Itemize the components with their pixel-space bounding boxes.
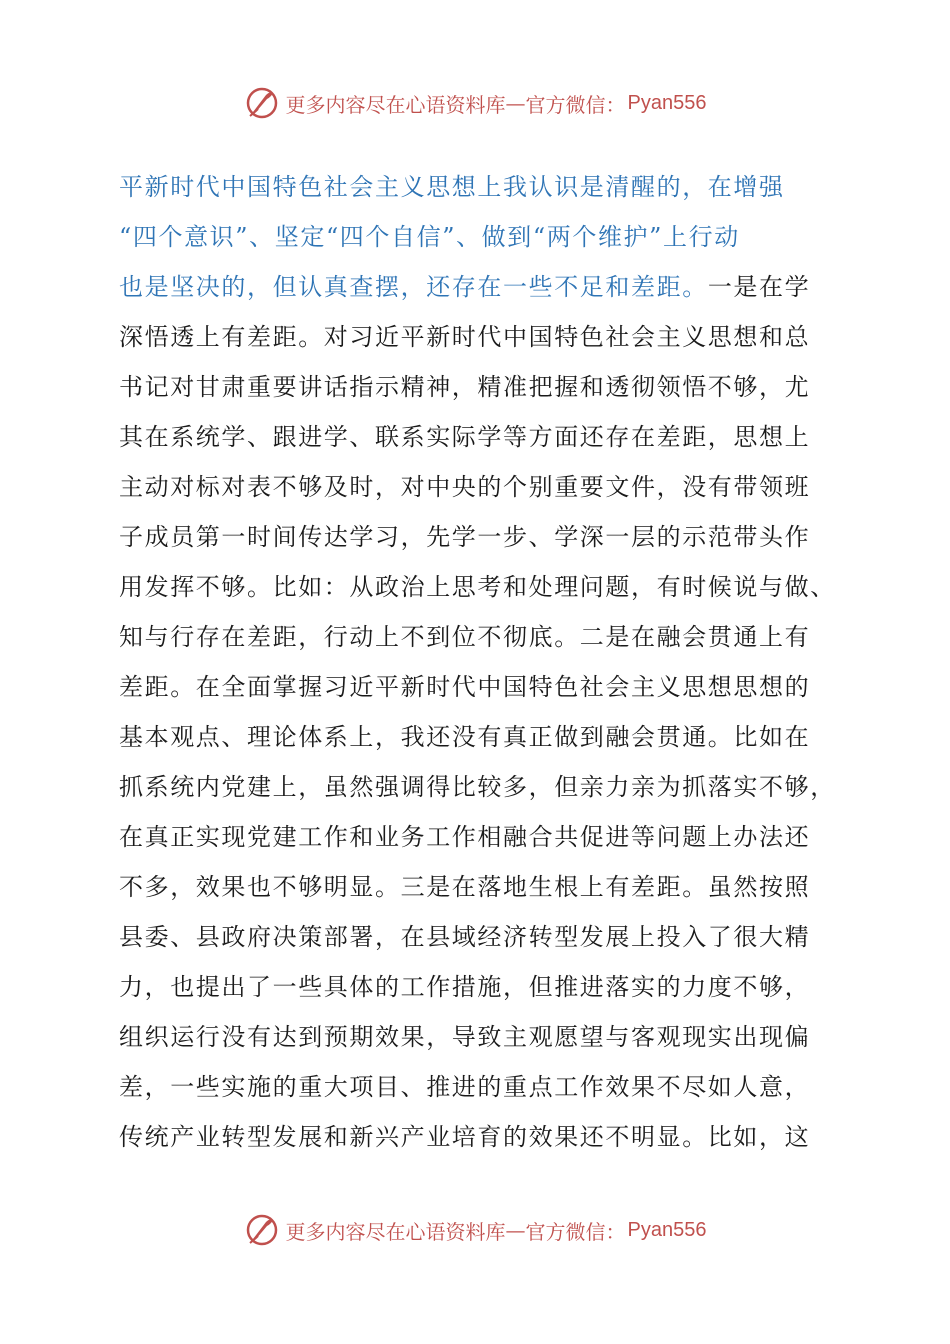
body-text-run: 差，一些实施的重大项目、推进的重点工作效果不尽如人意，: [119, 1073, 811, 1101]
text-line: [119, 362, 835, 412]
body-text-run: 力，也提出了一些具体的工作措施，但推进落实的力度不够，: [119, 973, 811, 1001]
highlighted-text: 平新时代中国特色社会主义思想上我认识是清醒的，在增强: [119, 173, 785, 201]
body-text-run: 知与行存在差距，行动上不到位不彻底。二是在融会贯通上有: [119, 623, 811, 651]
text-line: [119, 262, 835, 312]
text-line: [119, 412, 835, 462]
text-line: [119, 712, 835, 762]
watermark-sub-text: 官方微信：: [525, 1219, 626, 1244]
text-line: [119, 862, 835, 912]
quill-logo-icon: [244, 1212, 280, 1248]
body-text-run: 一是在学: [707, 273, 811, 301]
text-line: [119, 962, 835, 1012]
quill-logo-icon: [244, 85, 280, 121]
watermark-wechat-id: Pyan556: [627, 91, 707, 114]
text-line: [119, 762, 835, 812]
watermark-dash: —: [505, 1218, 526, 1242]
watermark-main-text: 更多内容尽在心语资料库: [285, 1219, 506, 1244]
body-text-run: 书记对甘肃重要讲话指示精神，精准把握和透彻领悟不够，尤: [119, 373, 811, 401]
text-line: [119, 612, 835, 662]
body-text-run: 差距。在全面掌握习近平新时代中国特色社会主义思想思想的: [119, 673, 811, 701]
body-text-run: 组织运行没有达到预期效果，导致主观愿望与客观现实出现偏: [119, 1023, 811, 1051]
text-line: [119, 912, 835, 962]
body-text-run: 主动对标对表不够及时，对中央的个别重要文件，没有带领班: [119, 473, 811, 501]
body-text-run: 基本观点、理论体系上，我还没有真正做到融会贯通。比如在: [119, 723, 811, 751]
body-text-run: 在真正实现党建工作和业务工作相融合共促进等问题上办法还: [119, 823, 811, 851]
body-text-run: 用发挥不够。比如：从政治上思考和处理问题，有时候说与做、: [119, 573, 836, 601]
text-line: [119, 1012, 835, 1062]
body-text-run: 深悟透上有差距。对习近平新时代中国特色社会主义思想和总: [119, 323, 811, 351]
text-line: [119, 312, 835, 362]
text-line: [119, 212, 835, 262]
body-text-run: 其在系统学、跟进学、联系实际学等方面还存在差距，思想上: [119, 423, 811, 451]
body-text-run: 子成员第一时间传达学习，先学一步、学深一层的示范带头作: [119, 523, 811, 551]
body-text-run: 抓系统内党建上，虽然强调得比较多，但亲力亲为抓落实不够，: [119, 773, 836, 801]
text-line: [119, 812, 835, 862]
body-text-run: 不多，效果也不够明显。三是在落地生根上有差距。虽然按照: [119, 873, 811, 901]
body-text-run: 传统产业转型发展和新兴产业培育的效果还不明显。比如，这: [119, 1123, 811, 1151]
text-line: [119, 512, 835, 562]
highlighted-text: 也是坚决的，但认真查摆，还存在一些不足和差距。: [119, 273, 708, 301]
watermark-header: [0, 83, 950, 123]
text-line: [119, 662, 835, 712]
text-line: [119, 162, 835, 212]
watermark-sub-text: 官方微信：: [525, 92, 626, 117]
text-line: [119, 562, 835, 612]
text-line: [119, 462, 835, 512]
watermark-footer: [0, 1210, 950, 1250]
document-body: [119, 162, 835, 1162]
highlighted-text: “四个意识”、坚定“四个自信”、做到“两个维护”上行动: [119, 223, 740, 251]
watermark-main-text: 更多内容尽在心语资料库: [285, 92, 506, 117]
text-line: [119, 1112, 835, 1162]
text-line: [119, 1062, 835, 1112]
body-text-run: 县委、县政府决策部署，在县域经济转型发展上投入了很大精: [119, 923, 811, 951]
watermark-wechat-id: Pyan556: [627, 1218, 707, 1241]
watermark-dash: —: [505, 91, 526, 115]
